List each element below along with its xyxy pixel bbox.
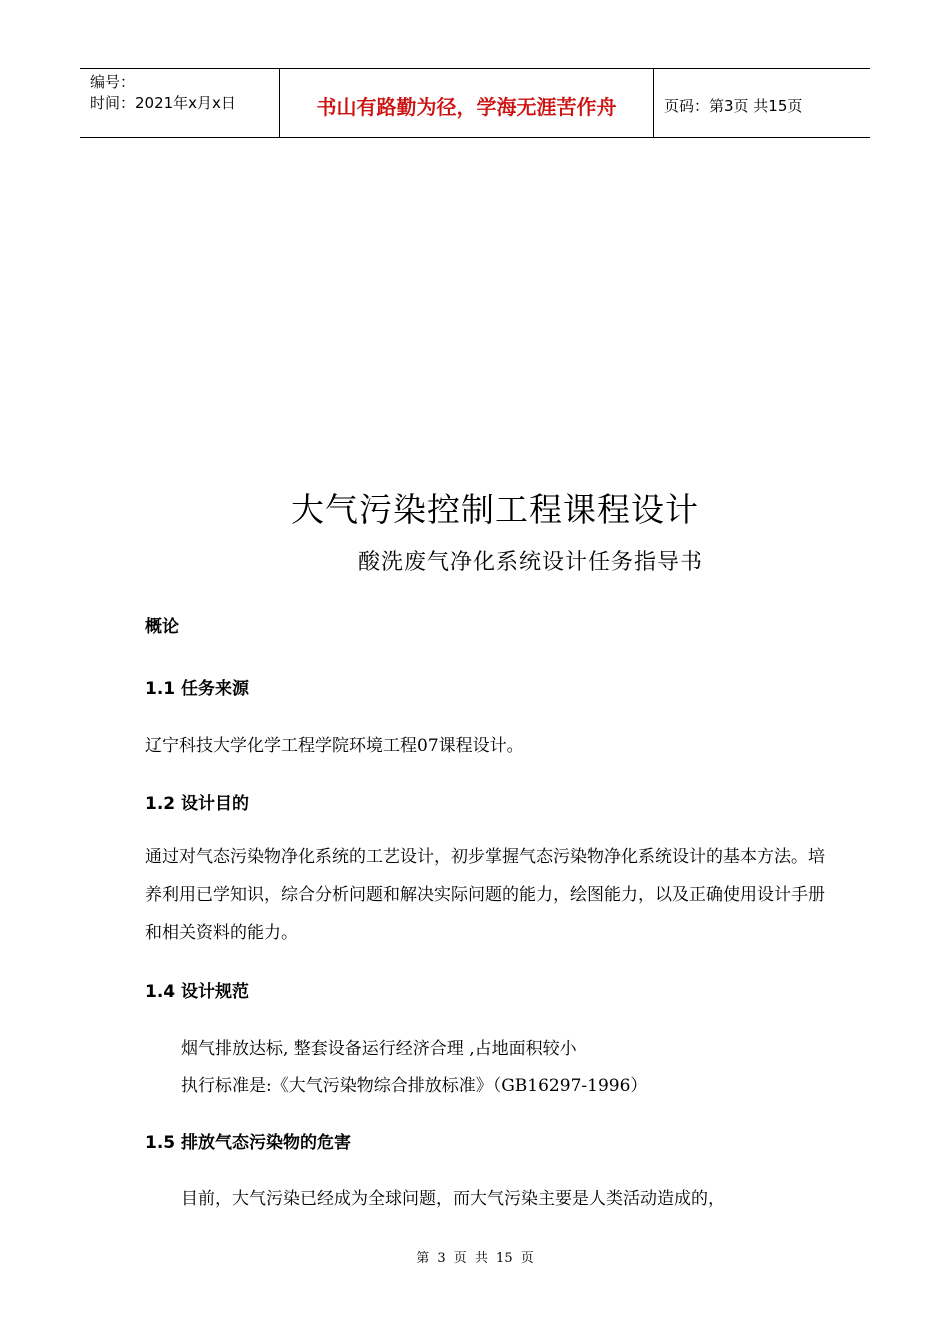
header-page-info: 页码：第3页 共15页: [664, 96, 803, 115]
page-header: [80, 68, 870, 138]
document-number-label: 编号：: [90, 73, 136, 91]
document-title: 大气污染控制工程课程设计: [291, 490, 699, 529]
section-1-4-line-2: 执行标准是:《大气污染物综合排放标准》（GB16297-1996）: [181, 1076, 648, 1096]
document-date-label: 时间：2021年x月x日: [90, 94, 236, 112]
header-motto: 书山有路勤为径，学海无涯苦作舟: [280, 69, 654, 137]
document-subtitle: 酸洗废气净化系统设计任务指导书: [358, 550, 704, 575]
section-1-4-heading: 1.4 设计规范: [145, 982, 250, 1002]
section-1-2-text: 通过对气态污染物净化系统的工艺设计，初步掌握气态污染物净化系统设计的基本方法。培养利用已学知识，综合分析问题和解决实际问题的能力，绘图能力，以及正确使用设计手册和相关资料的能力。: [145, 847, 825, 943]
section-1-5-text: 目前，大气污染已经成为全球问题，而大气污染主要是人类活动造成的，: [181, 1189, 725, 1209]
section-1-5-heading: 1.5 排放气态污染物的危害: [145, 1133, 352, 1153]
header-meta: [80, 69, 280, 137]
section-1-4-line-1: 烟气排放达标, 整套设备运行经济合理 ,占地面积较小: [181, 1039, 577, 1059]
section-1-2-heading: 1.2 设计目的: [145, 794, 250, 814]
section-1-1-text: 辽宁科技大学化学工程学院环境工程07课程设计。: [145, 736, 524, 756]
section-intro-heading: 概论: [145, 617, 179, 637]
page-footer: 第 3 页 共 15 页: [416, 1251, 534, 1266]
section-1-1-heading: 1.1 任务来源: [145, 679, 250, 699]
